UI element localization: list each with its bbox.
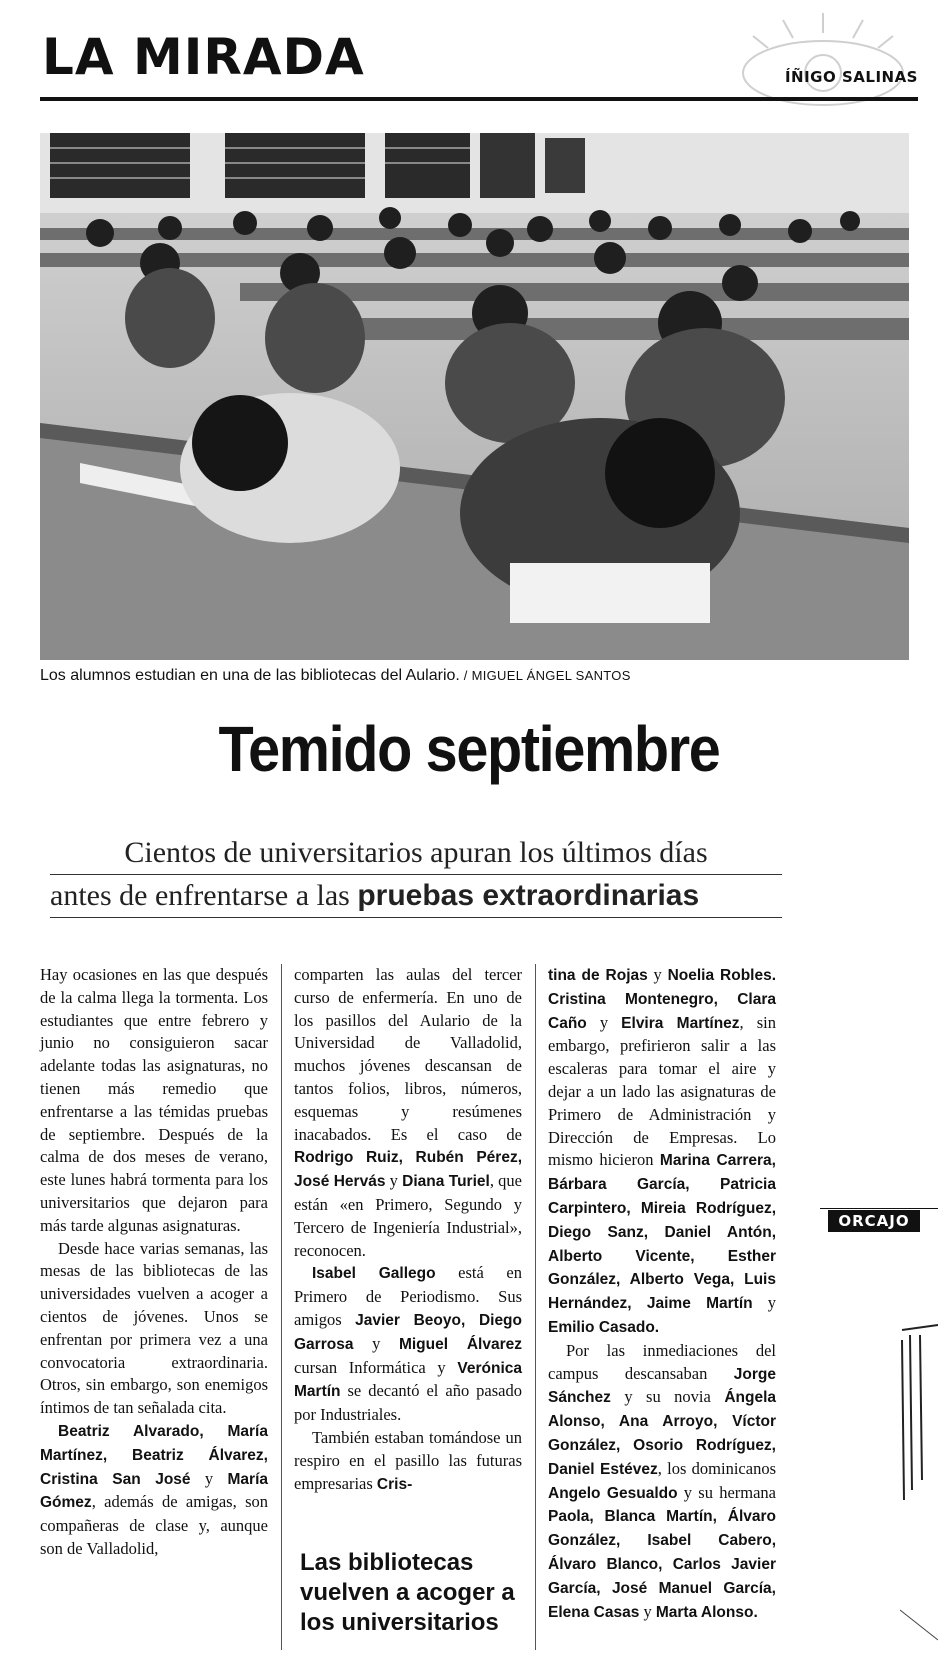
subhead-line-1: Cientos de universitarios apuran los últimos días [50,832,782,875]
subhead-plain: antes de enfrentarse a las [50,879,358,912]
photo-credit: / MIGUEL ÁNGEL SANTOS [459,668,631,683]
caption-text: Los alumnos estudian en una de las bibliotecas del Aulario. [40,667,460,684]
body-column-1: Hay ocasiones en las que después de la calma llega la tormenta. Los estudiantes que entre febrero y junio no consiguieron sacar adelante todas las asignaturas, no tienen más remedio que enfrentarse a las témidas pruebas de septiembre. Después de la calma de dos meses de verano, este lunes habrá tormenta para los universitarios que dejaron para más tarde algunas asignaturas. Desde hace varias semanas, las mesas de las bibliotecas de las universidades vuelven a acoger a cientos de jóvenes. Unos se enfrentan por primera vez a una convocatoria extraordinaria. Otros, sin embargo, son enemigos íntimos de tan señalada cita. Beatriz Alvarado, María Martínez, Beatriz Álvarez, Cristina San José y María Gómez, además de amigas, son compañeras de clase y, aunque son de Valladolid, [40,965,269,1558]
headline: Temido septiembre [218,713,720,785]
column-divider [281,964,282,1650]
subheadline [50,832,782,918]
subhead-line-2 [50,875,782,918]
author-byline: ÍÑIGO SALINAS [784,68,918,86]
header-rule [40,97,918,101]
body-column-3: tina de Rojas y Noelia Robles. Cristina Montenegro, Clara Caño y Elvira Martínez, sin embargo, prefirieron salir a las escaleras para tomar el aire y dejar a un lado las asignaturas de Primero de Administración y Dirección de Empresas. Lo mismo hicieron Marina Carrera, Bárbara García, Patricia Carpintero, Mireia Rodríguez, Diego Sanz, Daniel Antón, Alberto Vicente, Esther González, Alberto Vega, Luis Hernández, Jaime Martín y Emilio Casado. Por las inmediaciones del campus descansaban Jorge Sánchez y su novia Ángela Alonso, Ana Arroyo, Víctor González, Osorio Rodríguez, Daniel Estévez, los dominicanos Angelo Gesualdo y su hermana Paola, Blanca Martín, Álvaro González, Isabel Cabero, Álvaro Blanco, Carlos Javier García, José Manuel García, Elena Casas y Marta Alonso. [548,965,777,1621]
side-rule [820,1208,938,1209]
cartoon-label: ORCAJO [828,1210,920,1232]
cartoon-sketch [900,1280,938,1660]
subhead-bold: pruebas extraordinarias [357,879,700,912]
column-divider [535,964,536,1650]
photo-caption [40,667,910,685]
pull-quote: Las bibliotecas vuelven a acoger a los universitarios [300,1549,515,1636]
section-title: LA MIRADA [42,28,365,86]
library-photo [40,133,909,660]
body-column-2: comparten las aulas del tercer curso de enfermería. En uno de los pasillos del Aulario de la Universidad de Valladolid, muchos jóvenes descansan de tantos folios, libros, números, esquemas y resúmenes inacabados. Es el caso de Rodrigo Ruiz, Rubén Pérez, José Hervás y Diana Turiel, que están «en Primero, Segundo y Tercero de Ingeniería Industrial», reconocen. Isabel Gallego está en Primero de Periodismo. Sus amigos Javier Beoyo, Diego Garrosa y Miguel Álvarez cursan Informática y Verónica Martín se decantó el año pasado por Industriales. También estaban tomándose un respiro en el pasillo las futuras empresarias Cris- [294,965,523,1493]
